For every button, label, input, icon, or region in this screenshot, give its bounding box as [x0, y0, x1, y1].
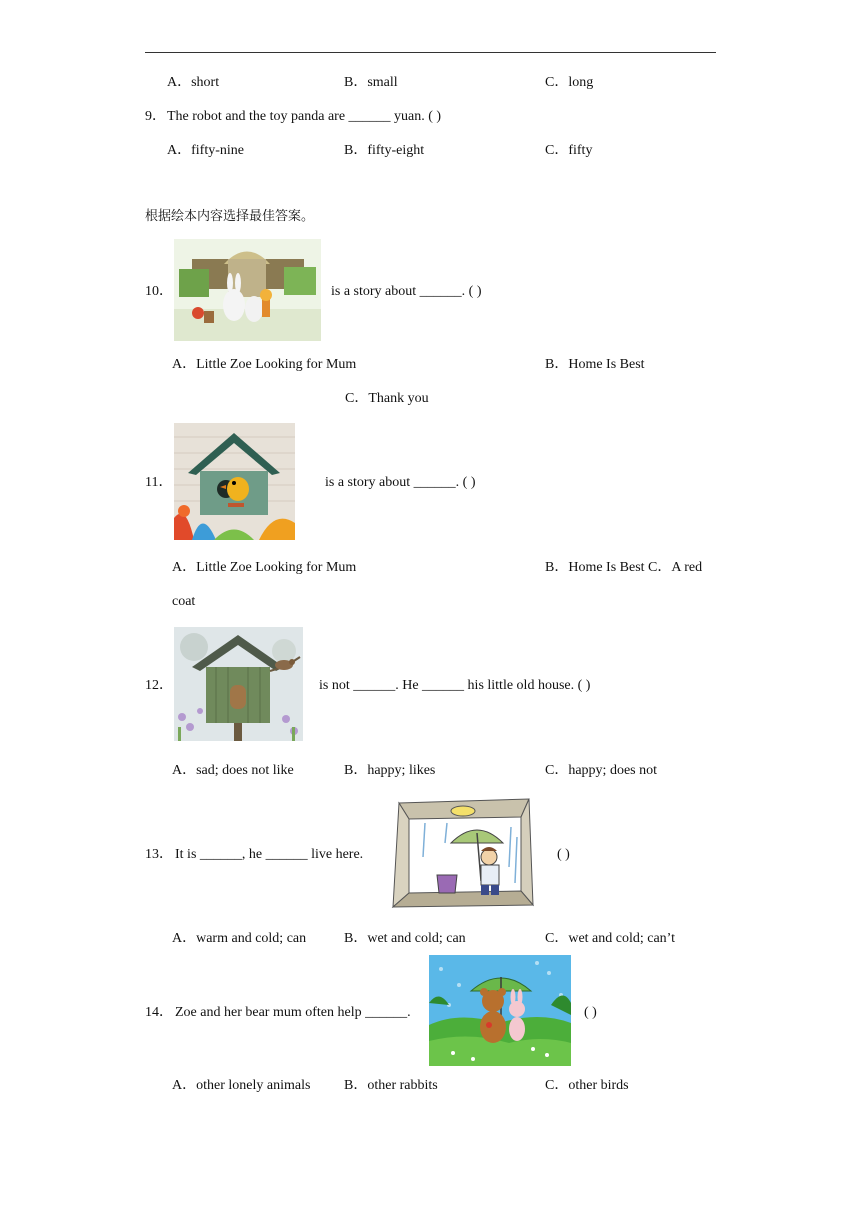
q10-option-c[interactable]: C．Thank you	[345, 391, 429, 406]
q11-option-c-continued[interactable]: coat	[172, 594, 196, 609]
section-heading: 根据绘本内容选择最佳答案。	[145, 209, 315, 224]
q14-bear-and-rabbit-picture	[429, 955, 571, 1066]
q13-number: 13．	[145, 847, 173, 862]
q13-option-c[interactable]: C．wet and cold; can’t	[545, 931, 675, 946]
q12-stem: is not ______. He ______ his little old house. ( )	[319, 678, 591, 693]
q8-option-c[interactable]: C．long	[545, 75, 594, 90]
q13-option-b[interactable]: B．wet and cold; can	[344, 931, 466, 946]
q10-story-picture	[174, 239, 321, 341]
q8-option-a[interactable]: A．short	[167, 75, 220, 90]
q14-answer-blank: ( )	[584, 1005, 597, 1020]
q10-option-b[interactable]: B．Home Is Best	[545, 357, 645, 372]
q11-number: 11．	[145, 475, 173, 490]
q12-number: 12．	[145, 678, 173, 693]
q9-option-a[interactable]: A．fifty-nine	[167, 143, 244, 158]
q14-option-c[interactable]: C．other birds	[545, 1078, 629, 1093]
q13-stem: It is ______, he ______ live here.	[175, 847, 364, 862]
q13-answer-blank: ( )	[557, 847, 570, 862]
q13-option-a[interactable]: A．warm and cold; can	[172, 931, 307, 946]
q11-option-b-c[interactable]: B．Home Is Best C．A red	[545, 560, 703, 575]
q14-number: 14．	[145, 1005, 173, 1020]
q14-option-b[interactable]: B．other rabbits	[344, 1078, 438, 1093]
q11-birdhouse-picture	[174, 423, 295, 540]
q10-option-a[interactable]: A．Little Zoe Looking for Mum	[172, 357, 357, 372]
q12-option-a[interactable]: A．sad; does not like	[172, 763, 294, 778]
q10-stem: is a story about ______. ( )	[331, 284, 482, 299]
q10-number: 10．	[145, 284, 173, 299]
q12-option-b[interactable]: B．happy; likes	[344, 763, 436, 778]
q11-stem: is a story about ______. ( )	[325, 475, 476, 490]
q12-option-c[interactable]: C．happy; does not	[545, 763, 657, 778]
q9-option-b[interactable]: B．fifty-eight	[344, 143, 425, 158]
q9-stem: The robot and the toy panda are ______ yuan. ( )	[167, 109, 442, 124]
q14-stem: Zoe and her bear mum often help ______.	[175, 1005, 411, 1020]
q12-old-birdhouse-picture	[174, 627, 303, 741]
q13-leaky-house-picture	[389, 797, 536, 910]
q9-option-c[interactable]: C．fifty	[545, 143, 593, 158]
q8-option-b[interactable]: B．small	[344, 75, 398, 90]
q9-number: 9．	[145, 109, 166, 124]
q11-option-a[interactable]: A．Little Zoe Looking for Mum	[172, 560, 357, 575]
header-rule	[145, 52, 716, 53]
q14-option-a[interactable]: A．other lonely animals	[172, 1078, 311, 1093]
